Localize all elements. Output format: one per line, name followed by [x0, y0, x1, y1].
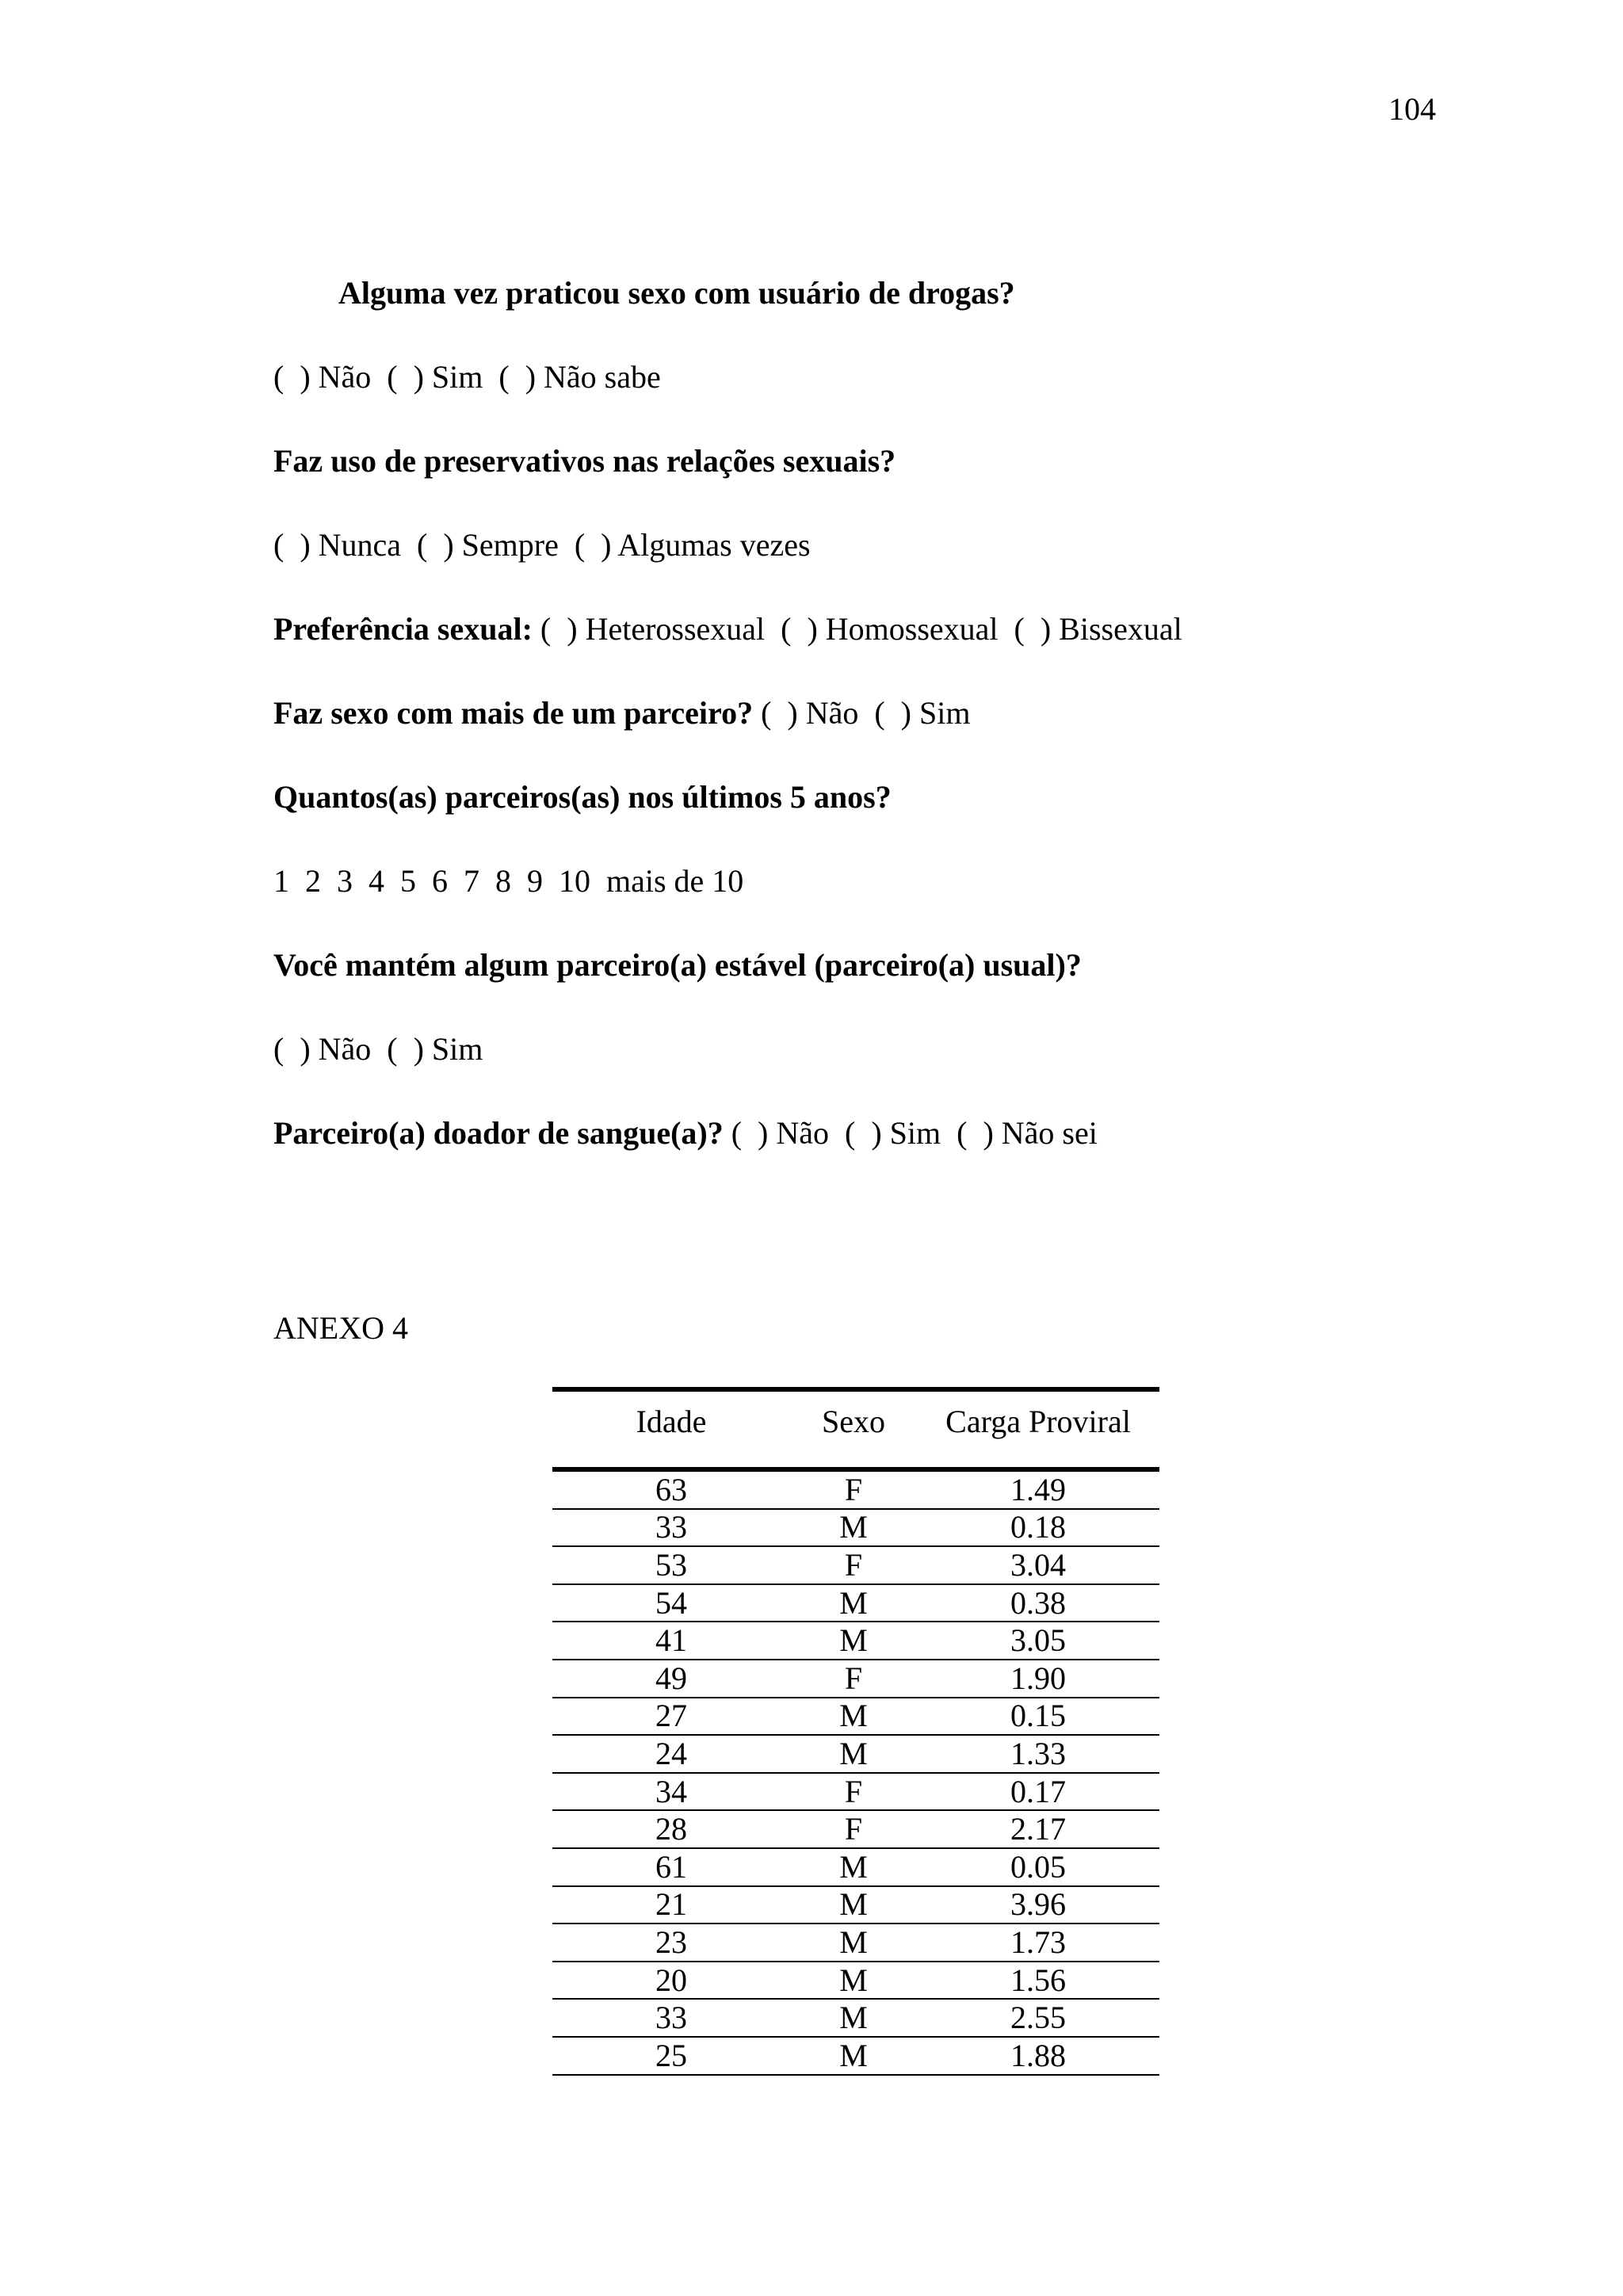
table-row	[552, 1660, 1159, 1698]
cell-sexo: M	[839, 1886, 868, 1923]
cell-sexo: M	[839, 1509, 868, 1545]
cell-idade: 41	[655, 1622, 687, 1659]
table-row	[552, 1736, 1159, 1774]
cell-sexo: F	[844, 1660, 863, 1696]
question-stable-partner: Você mantém algum parceiro(a) estável (parceiro(a) usual)?	[273, 947, 1082, 983]
cell-sexo: M	[839, 2000, 868, 2036]
cell-sexo: F	[844, 1773, 863, 1809]
cell-carga-proviral: 0.15	[1010, 1698, 1066, 1734]
table-row	[552, 1698, 1159, 1736]
cell-idade: 33	[655, 2000, 687, 2036]
cell-carga-proviral: 2.17	[1010, 1811, 1066, 1847]
cell-sexo: M	[839, 1584, 868, 1621]
table-row	[552, 1547, 1159, 1585]
header-sexo: Sexo	[822, 1404, 885, 1439]
table-row	[552, 1887, 1159, 1925]
cell-carga-proviral: 2.55	[1010, 2000, 1066, 2036]
cell-idade: 54	[655, 1584, 687, 1621]
page-number: 104	[1388, 91, 1436, 127]
options-condom-use: ( ) Nunca ( ) Sempre ( ) Algumas vezes	[273, 527, 811, 563]
cell-sexo: M	[839, 1848, 868, 1885]
question-multiple-partners: Faz sexo com mais de um parceiro? ( ) Não ( ) Sim	[273, 695, 971, 731]
cell-idade: 20	[655, 1962, 687, 1998]
cell-idade: 49	[655, 1660, 687, 1696]
table-row	[552, 2038, 1159, 2076]
cell-idade: 53	[655, 1546, 687, 1583]
cell-sexo: M	[839, 1622, 868, 1659]
header-idade: Idade	[636, 1404, 707, 1439]
cell-carga-proviral: 3.96	[1010, 1886, 1066, 1923]
cell-carga-proviral: 1.90	[1010, 1660, 1066, 1696]
table-header-row	[552, 1392, 1159, 1467]
options-drug-user-partner: ( ) Não ( ) Sim ( ) Não sabe	[273, 359, 661, 395]
table-row	[552, 2000, 1159, 2038]
cell-carga-proviral: 0.38	[1010, 1584, 1066, 1621]
cell-idade: 24	[655, 1735, 687, 1771]
cell-sexo: F	[844, 1471, 863, 1507]
cell-idade: 33	[655, 1509, 687, 1545]
cell-sexo: M	[839, 1924, 868, 1960]
cell-sexo: M	[839, 1962, 868, 1998]
cell-idade: 63	[655, 1471, 687, 1507]
cell-carga-proviral: 1.49	[1010, 1471, 1066, 1507]
table-row	[552, 1962, 1159, 2000]
options-stable-partner: ( ) Não ( ) Sim	[273, 1031, 483, 1067]
cell-idade: 23	[655, 1924, 687, 1960]
header-carga-proviral: Carga Proviral	[945, 1404, 1131, 1439]
cell-idade: 61	[655, 1848, 687, 1885]
table-row	[552, 1811, 1159, 1849]
cell-idade: 25	[655, 2037, 687, 2073]
cell-sexo: M	[839, 2037, 868, 2073]
cell-idade: 28	[655, 1811, 687, 1847]
cell-carga-proviral: 3.05	[1010, 1622, 1066, 1659]
question-drug-user-partner: Alguma vez praticou sexo com usuário de drogas?	[338, 275, 1015, 311]
annex-label: ANEXO 4	[273, 1310, 408, 1346]
question-sexual-preference: Preferência sexual: ( ) Heterossexual ( ) Homossexual ( ) Bissexual	[273, 611, 1182, 647]
table-row	[552, 1849, 1159, 1887]
table-row	[552, 1924, 1159, 1962]
cell-carga-proviral: 0.05	[1010, 1848, 1066, 1885]
data-table	[552, 1387, 1159, 2076]
cell-sexo: F	[844, 1546, 863, 1583]
cell-carga-proviral: 1.56	[1010, 1962, 1066, 1998]
cell-carga-proviral: 1.33	[1010, 1735, 1066, 1771]
table-row	[552, 1774, 1159, 1812]
cell-carga-proviral: 3.04	[1010, 1546, 1066, 1583]
cell-sexo: F	[844, 1811, 863, 1847]
cell-idade: 34	[655, 1773, 687, 1809]
cell-sexo: M	[839, 1698, 868, 1734]
table-row	[552, 1585, 1159, 1623]
question-blood-donor-partner: Parceiro(a) doador de sangue(a)? ( ) Não ( ) Sim ( ) Não sei	[273, 1115, 1098, 1151]
cell-carga-proviral: 1.73	[1010, 1924, 1066, 1960]
question-condom-use: Faz uso de preservativos nas relações sexuais?	[273, 443, 896, 479]
cell-carga-proviral: 1.88	[1010, 2037, 1066, 2073]
cell-idade: 27	[655, 1698, 687, 1734]
table-row	[552, 1622, 1159, 1660]
table-row	[552, 1510, 1159, 1548]
table-body	[552, 1472, 1159, 2076]
table-row	[552, 1472, 1159, 1510]
question-partner-count: Quantos(as) parceiros(as) nos últimos 5 anos?	[273, 779, 892, 815]
cell-sexo: M	[839, 1735, 868, 1771]
options-partner-count: 1 2 3 4 5 6 7 8 9 10 mais de 10	[273, 863, 744, 899]
cell-carga-proviral: 0.17	[1010, 1773, 1066, 1809]
cell-carga-proviral: 0.18	[1010, 1509, 1066, 1545]
cell-idade: 21	[655, 1886, 687, 1923]
